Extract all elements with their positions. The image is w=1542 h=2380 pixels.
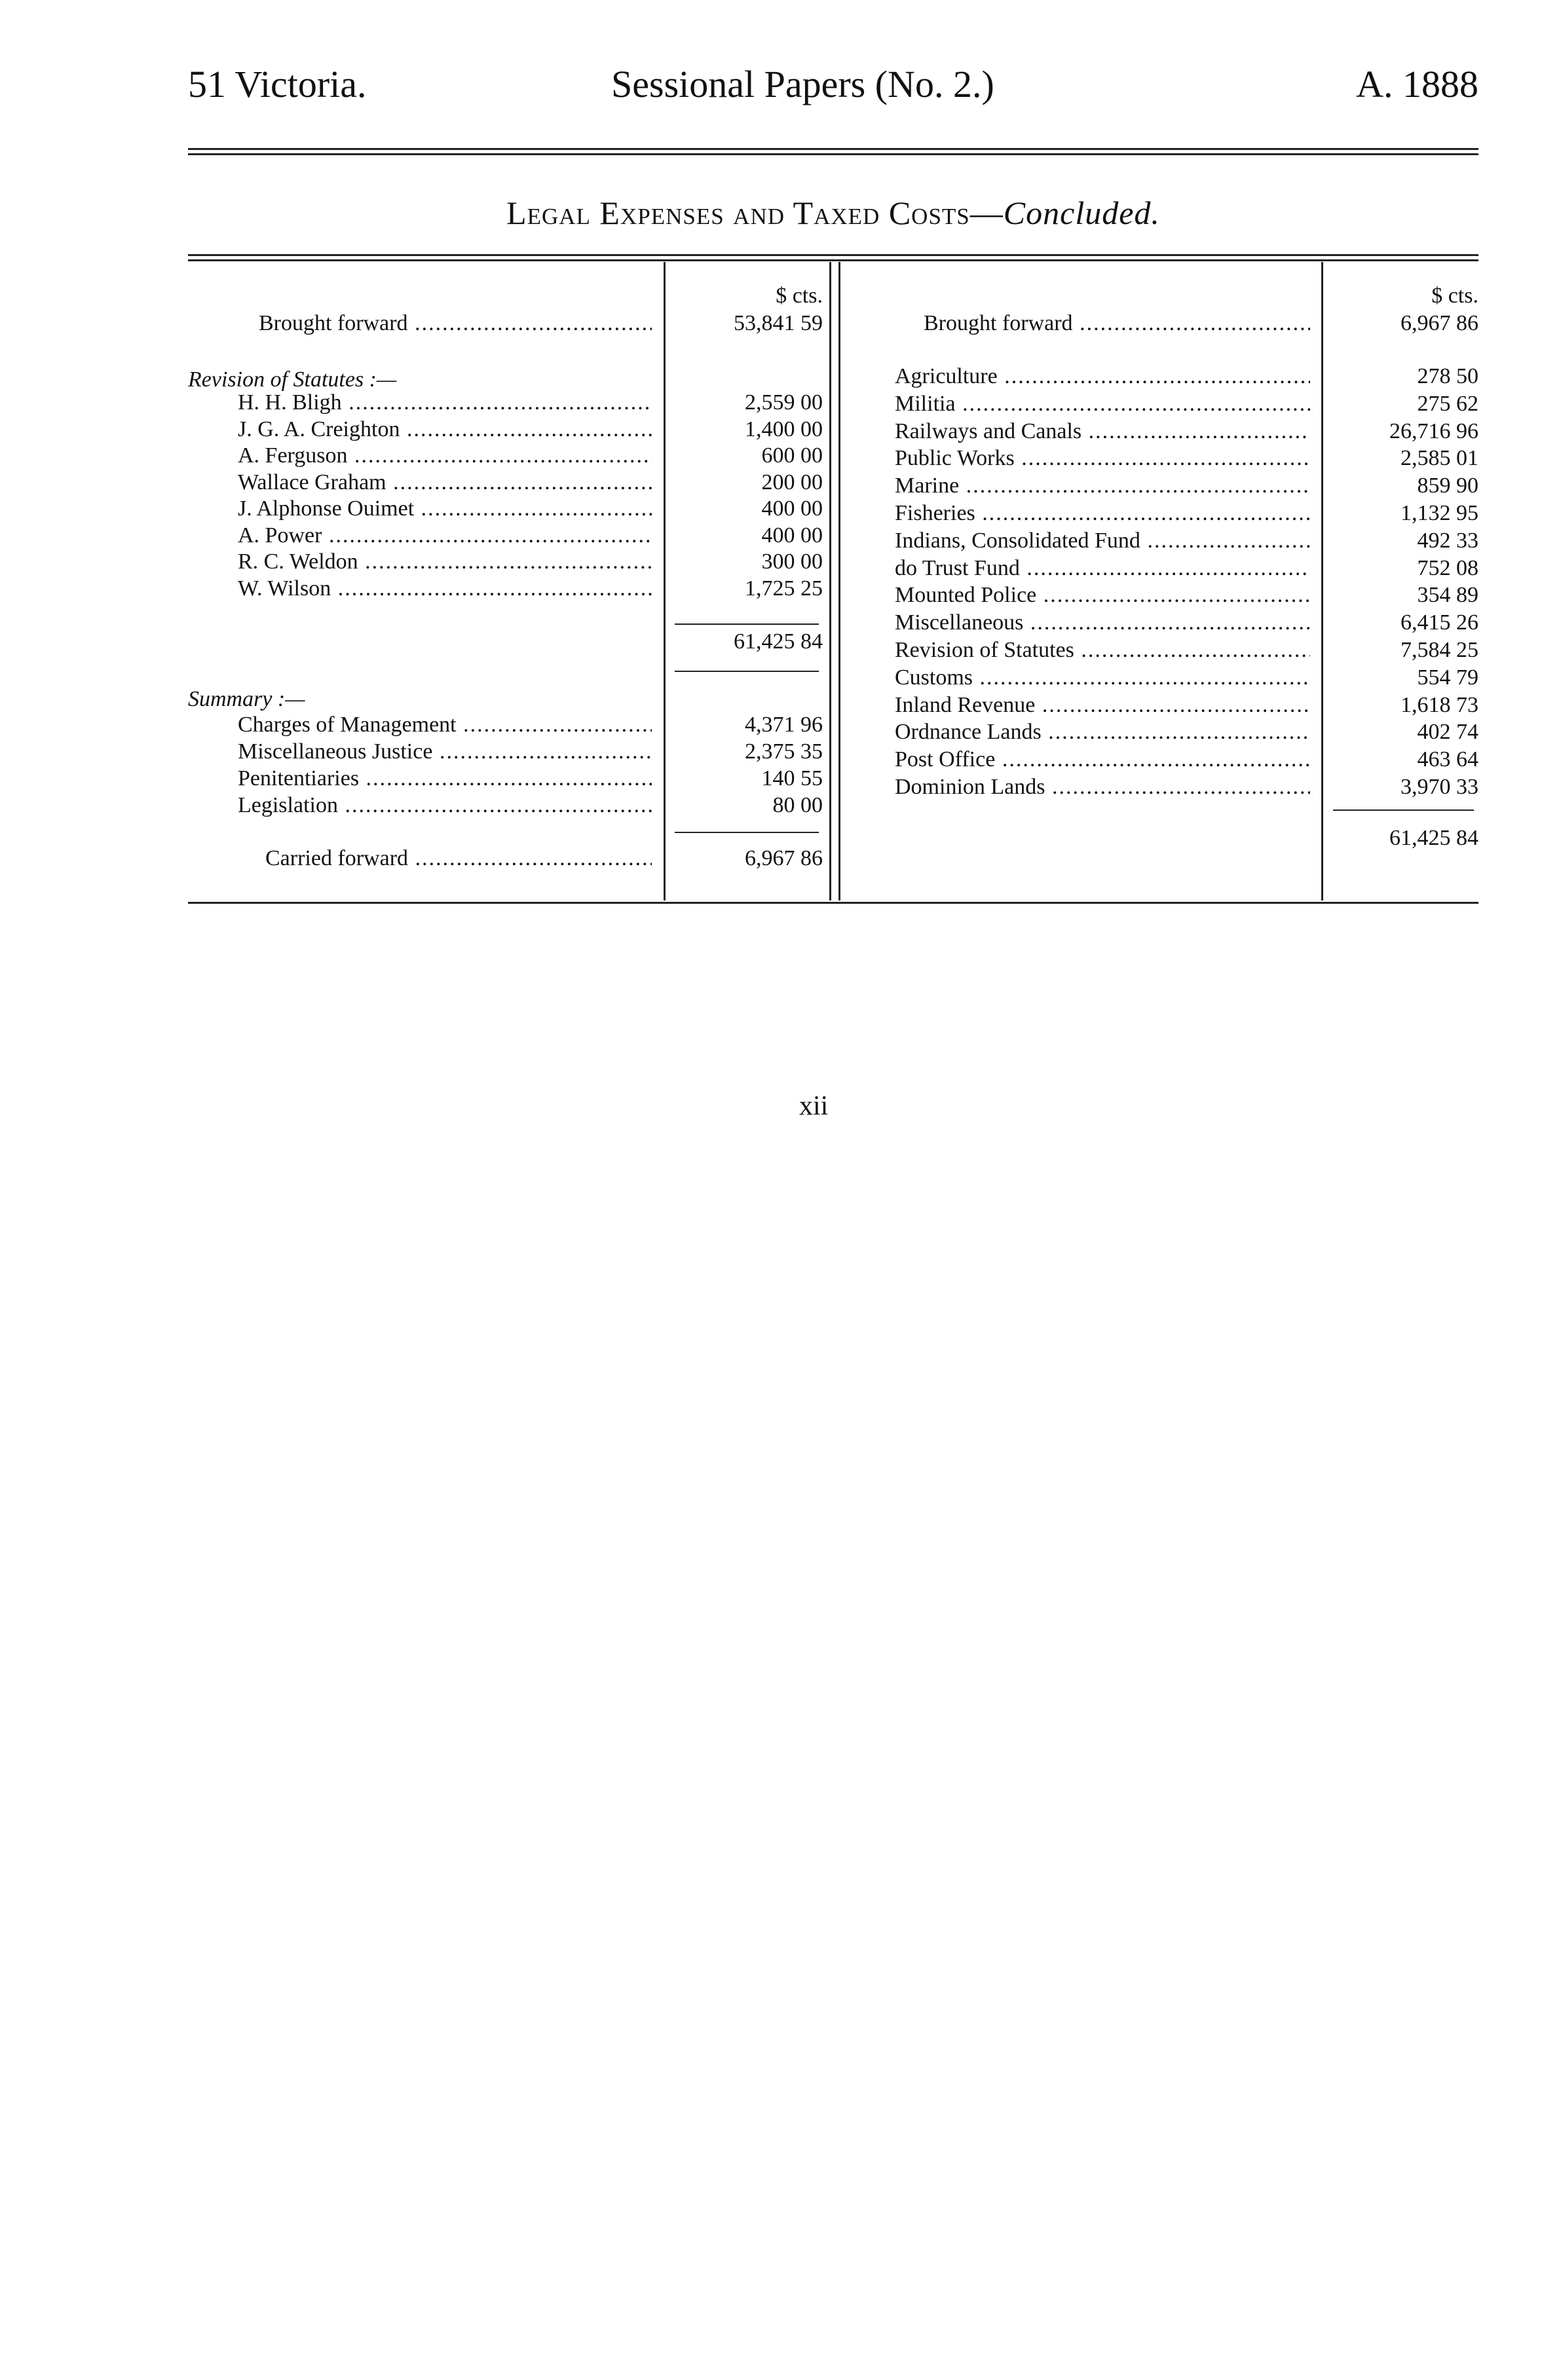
header-double-rule bbox=[188, 148, 1478, 155]
page-header bbox=[188, 62, 1478, 115]
left-brought-forward-label: Brought forward ..... bbox=[259, 310, 652, 337]
revision-row-value: 600 00 bbox=[761, 443, 823, 468]
revision-row-label: R. C. Weldon ..... bbox=[238, 549, 652, 575]
right-row-label: Miscellaneous ..... bbox=[895, 610, 1310, 636]
right-currency-header: $ cts. bbox=[1431, 284, 1478, 308]
summary-row-label: Penitentiaries ..... bbox=[238, 766, 652, 792]
header-session: 51 Victoria. bbox=[188, 63, 367, 105]
left-carried-forward-value: 6,967 86 bbox=[745, 846, 823, 870]
right-total: 61,425 84 bbox=[1389, 826, 1478, 850]
left-subtotal-rule-bottom bbox=[675, 671, 819, 672]
right-row-label: Militia ..... bbox=[895, 391, 1310, 417]
right-row-value: 463 64 bbox=[1417, 747, 1478, 772]
revision-row-label: Wallace Graham ..... bbox=[238, 470, 652, 496]
summary-row-label: Legislation ..... bbox=[238, 792, 652, 819]
left-brought-forward-value: 53,841 59 bbox=[734, 311, 823, 335]
header-year: A. 1888 bbox=[1356, 63, 1478, 105]
summary-heading: Summary :— bbox=[188, 687, 305, 711]
summary-row-value: 2,375 35 bbox=[745, 739, 823, 764]
right-row-value: 859 90 bbox=[1417, 474, 1478, 498]
right-row-value: 752 08 bbox=[1417, 555, 1478, 580]
page-number: xii bbox=[799, 1091, 829, 1121]
revision-row-label: W. Wilson ..... bbox=[238, 576, 652, 602]
left-currency-header: $ cts. bbox=[776, 284, 823, 308]
right-row-value: 275 62 bbox=[1417, 391, 1478, 416]
right-amount-divider bbox=[1321, 262, 1323, 901]
right-row-label: Post Office ..... bbox=[895, 747, 1310, 773]
right-row-value: 2,585 01 bbox=[1401, 446, 1478, 471]
right-row-value: 1,618 73 bbox=[1401, 692, 1478, 717]
revision-row-label: A. Power ..... bbox=[238, 523, 652, 549]
table-bottom-rule bbox=[188, 902, 1478, 904]
summary-row-label: Charges of Management ..... bbox=[238, 712, 652, 738]
right-row-label: Mounted Police ..... bbox=[895, 582, 1310, 608]
right-row-value: 354 89 bbox=[1417, 583, 1478, 608]
right-row-label: Customs ..... bbox=[895, 665, 1310, 691]
right-row-value: 1,132 95 bbox=[1401, 501, 1478, 525]
revision-row-value: 1,725 25 bbox=[745, 576, 823, 601]
right-row-label: Public Works ..... bbox=[895, 445, 1310, 472]
title-dash: — bbox=[969, 195, 1004, 231]
header-papers: Sessional Papers (No. 2.) bbox=[611, 63, 994, 105]
right-row-label: Ordnance Lands ..... bbox=[895, 719, 1310, 745]
right-row-label: Inland Revenue ..... bbox=[895, 692, 1310, 718]
revision-row-value: 400 00 bbox=[761, 523, 823, 548]
right-row-label: Agriculture ..... bbox=[895, 363, 1310, 390]
right-row-label: do Trust Fund ..... bbox=[895, 555, 1310, 582]
right-row-label: Revision of Statutes ..... bbox=[895, 637, 1310, 663]
right-row-label: Dominion Lands ..... bbox=[895, 774, 1310, 800]
summary-row-value: 140 55 bbox=[761, 766, 823, 790]
revision-row-value: 200 00 bbox=[761, 470, 823, 494]
right-row-label: Indians, Consolidated Fund ..... bbox=[895, 528, 1310, 554]
title-main: Legal Expenses and Taxed Costs bbox=[506, 195, 970, 231]
right-row-value: 26,716 96 bbox=[1389, 418, 1478, 443]
right-brought-forward-label: Brought forward ..... bbox=[924, 310, 1310, 337]
left-subtotal: 61,425 84 bbox=[734, 629, 823, 654]
revision-row-label: J. G. A. Creighton ..... bbox=[238, 417, 652, 443]
left-subtotal-rule bbox=[675, 623, 819, 625]
revision-row-label: A. Ferguson ..... bbox=[238, 443, 652, 469]
table-top-rule bbox=[188, 254, 1478, 261]
right-row-value: 554 79 bbox=[1417, 665, 1478, 690]
right-brought-forward-value: 6,967 86 bbox=[1401, 311, 1478, 335]
right-total-rule bbox=[1333, 809, 1474, 811]
center-divider-b bbox=[838, 262, 840, 901]
revision-row-label: J. Alphonse Ouimet ..... bbox=[238, 496, 652, 522]
right-row-value: 402 74 bbox=[1417, 720, 1478, 745]
left-carried-forward-label: Carried forward ..... bbox=[265, 846, 652, 872]
left-amount-divider bbox=[664, 262, 666, 901]
revision-row-label: H. H. Bligh ..... bbox=[238, 390, 652, 416]
revision-row-value: 2,559 00 bbox=[745, 390, 823, 415]
revision-row-value: 1,400 00 bbox=[745, 417, 823, 441]
page-title bbox=[188, 194, 1478, 232]
right-row-value: 6,415 26 bbox=[1401, 610, 1478, 635]
revision-row-value: 400 00 bbox=[761, 496, 823, 521]
center-divider-a bbox=[829, 262, 831, 901]
right-row-label: Railways and Canals ..... bbox=[895, 418, 1310, 445]
revision-row-value: 300 00 bbox=[761, 549, 823, 574]
right-row-value: 7,584 25 bbox=[1401, 638, 1478, 662]
summary-row-value: 4,371 96 bbox=[745, 713, 823, 737]
revision-heading: Revision of Statutes :— bbox=[188, 367, 397, 392]
right-row-value: 3,970 33 bbox=[1401, 775, 1478, 799]
right-row-value: 278 50 bbox=[1417, 364, 1478, 388]
right-row-value: 492 33 bbox=[1417, 528, 1478, 553]
title-concluded: Concluded. bbox=[1003, 195, 1160, 231]
right-row-label: Fisheries ..... bbox=[895, 500, 1310, 527]
summary-row-value: 80 00 bbox=[772, 793, 823, 817]
left-carried-rule bbox=[675, 832, 819, 833]
right-row-label: Marine ..... bbox=[895, 473, 1310, 499]
summary-row-label: Miscellaneous Justice ..... bbox=[238, 739, 652, 765]
